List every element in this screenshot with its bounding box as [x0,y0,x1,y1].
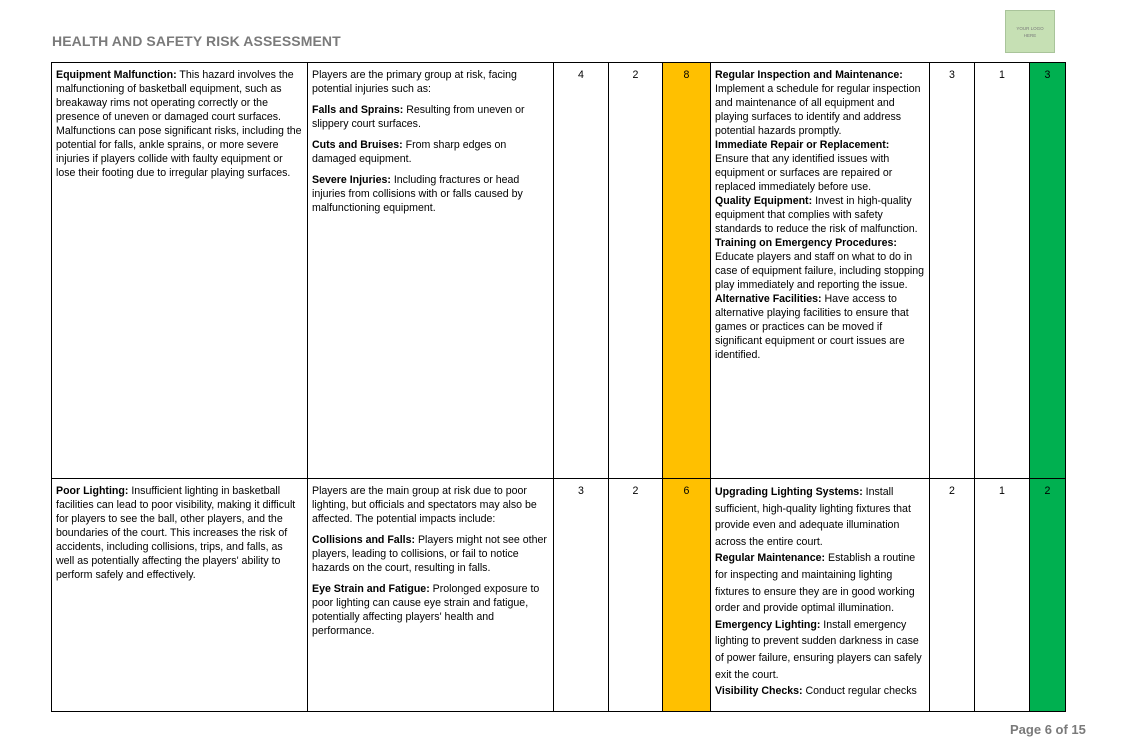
residual-risk-rating-green: 2 [1030,479,1066,712]
hazard-title: Equipment Malfunction: [56,69,177,81]
risk-rating-amber: 6 [663,479,711,712]
document-title: HEALTH AND SAFETY RISK ASSESSMENT [52,33,341,49]
hazard-title: Poor Lighting: [56,485,129,497]
residual-severity-score: 1 [975,63,1030,479]
control-item: Regular Maintenance: Establish a routine for inspecting and maintaining lighting fixtures to ensure they are in good working order and provide optimal illumination. [715,552,916,615]
control-item: Regular Inspection and Maintenance: Implement a schedule for regular inspection and maintenance of all equipment and playing surfaces to identify and address potential hazards promptly. [715,69,921,137]
logo-placeholder [1005,10,1055,53]
risk-assessment-table [51,62,1066,712]
control-item: Alternative Facilities: Have access to alternative playing facilities to ensure that games or practices can be moved if significant equipment or court issues are identified. [715,293,909,361]
risk-rating-amber: 8 [663,63,711,479]
hazard-cell [52,479,308,712]
who-at-risk-cell [308,479,554,712]
hazard-description: This hazard involves the malfunctioning of basketball equipment, such as breakaway rims not operating correctly or the presence of uneven or damaged court surfaces. Malfunctions can pose significant risks, including the potential for falls, ankle sprains, or more severe injuries if players collide with faulty equipment or lose their footing due to irregular playing surfaces. [56,69,302,179]
who-intro: Players are the primary group at risk, facing potential injuries such as: [312,69,517,95]
severity-score: 2 [609,63,663,479]
who-item: Severe Injuries: Including fractures or head injuries from collisions with or falls caused by malfunctioning equipment. [312,174,523,214]
residual-likelihood-score: 2 [930,479,975,712]
control-item: Immediate Repair or Replacement: Ensure that any identified issues with equipment or surfaces are repaired or replaced immediately before use. [715,139,893,193]
control-item: Emergency Lighting: Install emergency lighting to prevent sudden darkness in case of power failure, ensuring players can safely exit the court. [715,618,922,681]
residual-risk-rating-green: 3 [1030,63,1066,479]
residual-severity-score: 1 [975,479,1030,712]
table-row [52,479,1066,712]
likelihood-score: 4 [554,63,609,479]
severity-score: 2 [609,479,663,712]
logo-text-line1: YOUR LOGO [1016,25,1044,31]
likelihood-score: 3 [554,479,609,712]
residual-likelihood-score: 3 [930,63,975,479]
hazard-cell [52,63,308,479]
control-item: Training on Emergency Procedures: Educate players and staff on what to do in case of equipment failure, including stopping play immediately and reporting the issue. [715,237,925,291]
who-item: Eye Strain and Fatigue: Prolonged exposure to poor lighting can cause eye strain and fatigue, potentially affecting players' health and performance. [312,583,540,637]
who-item: Falls and Sprains: Resulting from uneven or slippery court surfaces. [312,104,525,130]
page-number: Page 6 of 15 [1010,722,1086,737]
control-measures-cell [711,479,930,712]
control-item: Quality Equipment: Invest in high-quality equipment that complies with safety standards to reduce the risk of malfunction. [715,195,918,235]
who-intro: Players are the main group at risk due to poor lighting, but officials and spectators may also be affected. The potential impacts include: [312,485,537,525]
control-item: Visibility Checks: Conduct regular checks [715,685,917,698]
who-item: Collisions and Falls: Players might not see other players, leading to collisions, or fail to notice hazards on the court, resulting in falls. [312,534,547,574]
who-at-risk-cell [308,63,554,479]
logo-text-line2: HERE [1023,32,1037,38]
who-item: Cuts and Bruises: From sharp edges on damaged equipment. [312,139,507,165]
table-row [52,63,1066,479]
control-item: Upgrading Lighting Systems: Install sufficient, high-quality lighting fixtures that provide even and adequate illumination across the entire court. [715,486,911,548]
hazard-description: Insufficient lighting in basketball facilities can lead to poor visibility, making it difficult for players to see the ball, other players, and the boundaries of the court. This increases the risk of accidents, including collisions, trips, and falls, as well as potentially affecting the players' ability to perform safely and effectively. [56,485,296,581]
control-measures-cell [711,63,930,479]
